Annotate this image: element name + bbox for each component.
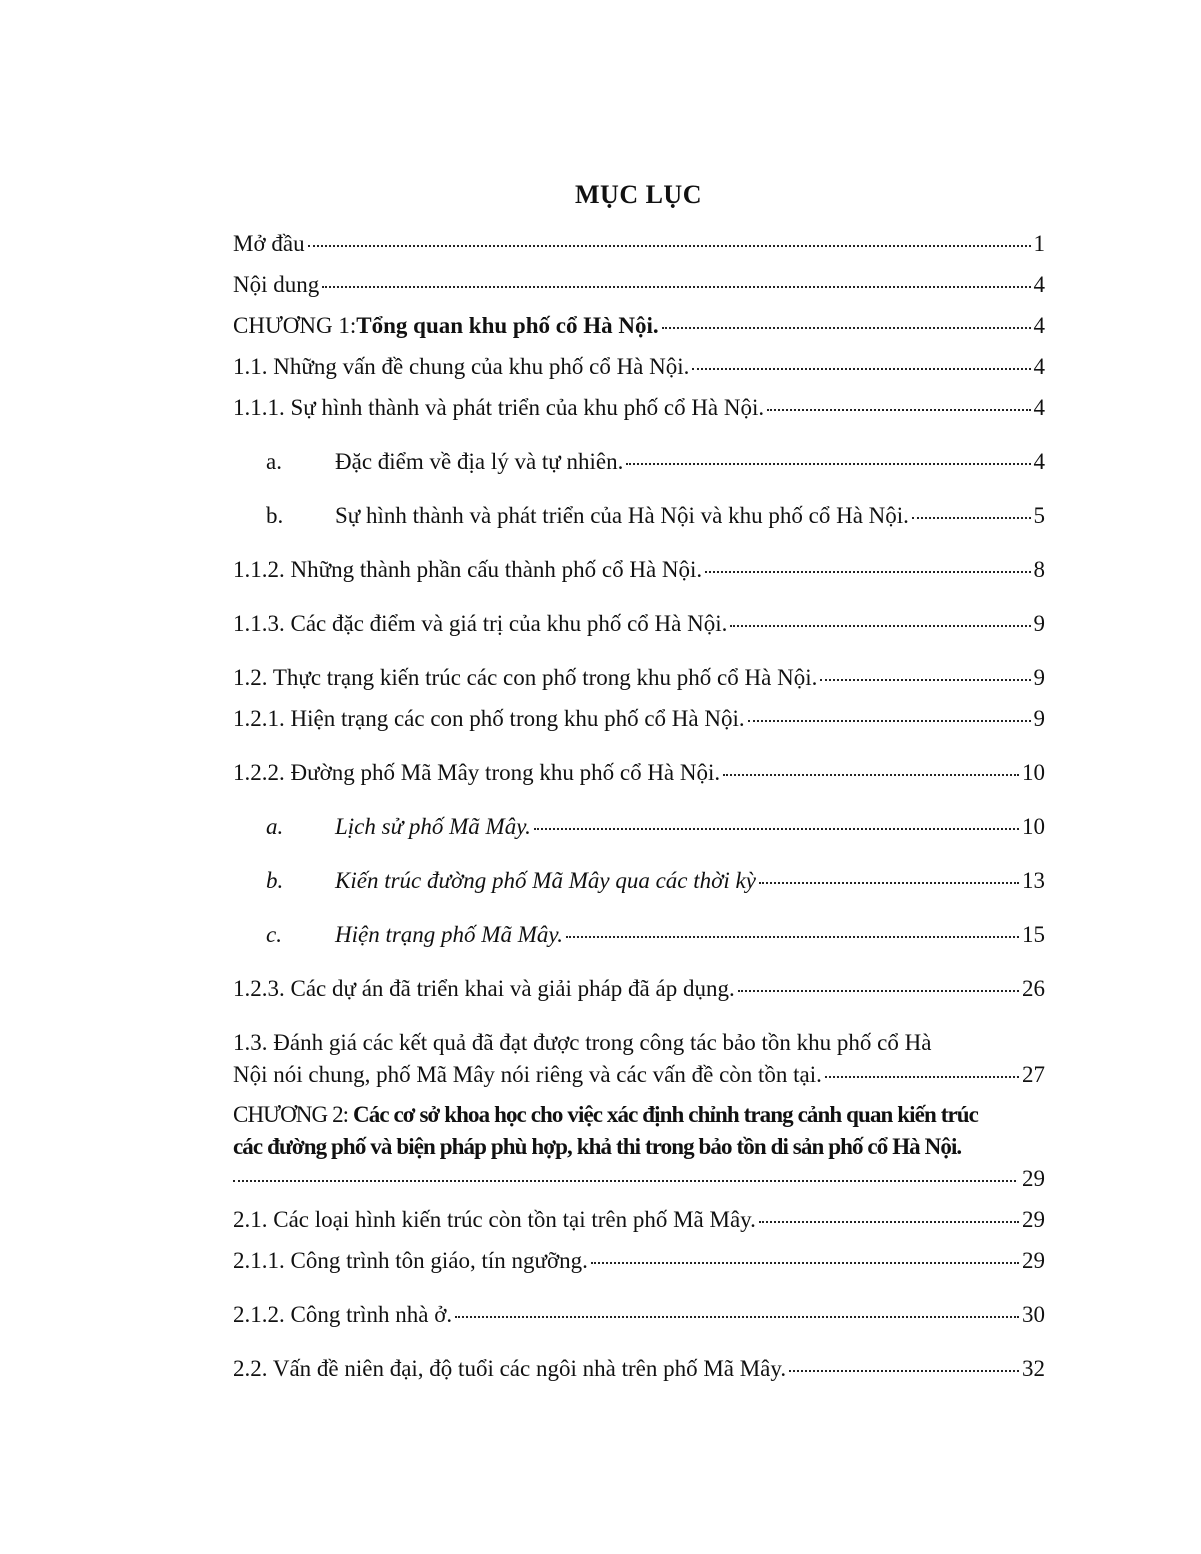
toc-page-number: 29	[1022, 1166, 1045, 1191]
leader-dots	[308, 225, 1031, 247]
toc-entry	[233, 608, 1045, 640]
toc-entry-text: Sự hình thành và phát triển của Hà Nội và khu phố cổ Hà Nội.	[335, 503, 909, 528]
toc-subentry	[233, 500, 1045, 532]
toc-entry	[233, 973, 1045, 1005]
toc-entry-line2	[233, 1059, 1045, 1091]
leader-dots	[322, 266, 1030, 288]
leader-dots	[767, 389, 1030, 411]
toc-entry-text: 1.1.2. Những thành phần cấu thành phố cổ Hà Nội.	[233, 557, 703, 582]
toc-entry	[233, 228, 1045, 260]
toc-entry-text: Lịch sử phố Mã Mây.	[335, 814, 531, 839]
leader-dots	[534, 808, 1019, 830]
leader-dots	[789, 1350, 1019, 1372]
toc-page-number: 4	[1033, 272, 1045, 297]
leader-dots	[759, 1201, 1019, 1223]
toc-entry-text: 2.1.2. Công trình nhà ở.	[233, 1302, 453, 1327]
toc-entry-text: 2.1.1. Công trình tôn giáo, tín ngưỡng.	[233, 1248, 588, 1273]
chapter-title-line2: các đường phố và biện pháp phù hợp, khả thi trong bảo tồn di sản phố cổ Hà Nội.	[233, 1134, 962, 1159]
toc-page-number: 4	[1033, 449, 1045, 474]
toc-entry	[233, 1353, 1045, 1385]
toc-entry-text: Nội nói chung, phố Mã Mây nói riêng và các vấn đề còn tồn tại.	[233, 1062, 822, 1087]
toc-entry-text: 1.2.2. Đường phố Mã Mây trong khu phố cổ Hà Nội.	[233, 760, 721, 785]
toc-entry	[233, 351, 1045, 383]
toc-entry-letter: b.	[266, 503, 284, 528]
toc-entry	[233, 1204, 1045, 1236]
leader-dots	[662, 307, 1031, 329]
toc-chapter-entry	[233, 1099, 1045, 1195]
toc-entry	[233, 662, 1045, 694]
toc-page-number: 5	[1033, 503, 1045, 528]
chapter-prefix: CHƯƠNG 1:	[233, 313, 357, 338]
leader-dots	[912, 497, 1031, 519]
toc-entry	[233, 1299, 1045, 1331]
toc-subentry	[233, 865, 1045, 897]
toc-page-number: 27	[1022, 1062, 1045, 1087]
toc-page-number: 26	[1022, 976, 1045, 1001]
toc-entry	[233, 703, 1045, 735]
toc-page-number: 29	[1022, 1248, 1045, 1273]
chapter-prefix: CHƯƠNG 2:	[233, 1102, 354, 1127]
toc-entry	[233, 1245, 1045, 1277]
toc-page-number: 32	[1022, 1356, 1045, 1381]
toc-entry-letter: b.	[266, 868, 284, 893]
toc-page-number: 29	[1022, 1207, 1045, 1232]
toc-entry-multiline	[233, 1027, 1045, 1091]
toc-page-number: 9	[1033, 665, 1045, 690]
toc-entry-text: Hiện trạng phố Mã Mây.	[335, 922, 564, 947]
toc-entry	[233, 757, 1045, 789]
toc-page-number: 10	[1022, 814, 1045, 839]
toc-entry	[233, 554, 1045, 586]
toc-page-number: 4	[1033, 354, 1045, 379]
toc-entry-text: 1.1.1. Sự hình thành và phát triển của khu phố cổ Hà Nội.	[233, 395, 765, 420]
leader-dots	[233, 1160, 1016, 1182]
toc-entry-text: 1.3. Đánh giá các kết quả đã đạt được trong công tác bảo tồn khu phố cổ Hà	[233, 1030, 932, 1055]
toc-entry-text: Nội dung	[233, 272, 320, 297]
toc-page-number: 10	[1022, 760, 1045, 785]
toc-page-number: 9	[1033, 706, 1045, 731]
toc-entry	[233, 269, 1045, 301]
toc-page-number: 15	[1022, 922, 1045, 947]
chapter-line1	[233, 1099, 1045, 1131]
toc-page-number: 4	[1033, 313, 1045, 338]
chapter-title: Các cơ sở khoa học cho việc xác định chỉnh trang cảnh quan kiến trúc	[353, 1102, 978, 1127]
toc-page-number: 1	[1033, 231, 1045, 256]
chapter-leader-line	[233, 1163, 1045, 1195]
toc-entry-text: Mở đầu	[233, 231, 305, 256]
toc-subentry	[233, 811, 1045, 843]
leader-dots	[692, 348, 1030, 370]
toc-page-number: 30	[1022, 1302, 1045, 1327]
toc-entry-text: 1.2.3. Các dự án đã triển khai và giải pháp đã áp dụng.	[233, 976, 735, 1001]
chapter-title: Tổng quan khu phố cổ Hà Nội.	[356, 313, 659, 338]
leader-dots	[566, 916, 1019, 938]
toc-entry-text: 2.2. Vấn đề niên đại, độ tuổi các ngôi nhà trên phố Mã Mây.	[233, 1356, 787, 1381]
leader-dots	[455, 1296, 1019, 1318]
leader-dots	[626, 443, 1030, 465]
toc-entry	[233, 392, 1045, 424]
leader-dots	[591, 1242, 1019, 1264]
toc-entry-text: 2.1. Các loại hình kiến trúc còn tồn tại trên phố Mã Mây.	[233, 1207, 756, 1232]
leader-dots	[705, 551, 1030, 573]
toc-entry-text: Đặc điểm về địa lý và tự nhiên.	[335, 449, 624, 474]
leader-dots	[820, 659, 1030, 681]
leader-dots	[730, 605, 1030, 627]
leader-dots	[723, 754, 1019, 776]
toc-subentry	[233, 919, 1045, 951]
leader-dots	[825, 1056, 1019, 1078]
toc-entry-text: Kiến trúc đường phố Mã Mây qua các thời kỳ	[335, 868, 756, 893]
toc-entry-text: 1.1. Những vấn đề chung của khu phố cổ Hà Nội.	[233, 354, 690, 379]
toc-entry-text: 1.1.3. Các đặc điểm và giá trị của khu phố cổ Hà Nội.	[233, 611, 728, 636]
toc-title: MỤC LỤC	[575, 180, 702, 209]
toc-entry-letter: a.	[266, 449, 282, 474]
toc-subentry	[233, 446, 1045, 478]
toc-entry-letter: c.	[266, 922, 282, 947]
toc-entry-text: 1.2.1. Hiện trạng các con phố trong khu phố cổ Hà Nội.	[233, 706, 745, 731]
toc-entry-letter: a.	[266, 814, 284, 839]
toc-entry-text: 1.2. Thực trạng kiến trúc các con phố trong khu phố cổ Hà Nội.	[233, 665, 818, 690]
leader-dots	[759, 862, 1019, 884]
toc-chapter-entry	[233, 310, 1045, 342]
leader-dots	[738, 970, 1019, 992]
leader-dots	[748, 700, 1031, 722]
toc-page-number: 8	[1033, 557, 1045, 582]
toc-page-number: 9	[1033, 611, 1045, 636]
toc-page-number: 13	[1022, 868, 1045, 893]
toc-page-number: 4	[1033, 395, 1045, 420]
